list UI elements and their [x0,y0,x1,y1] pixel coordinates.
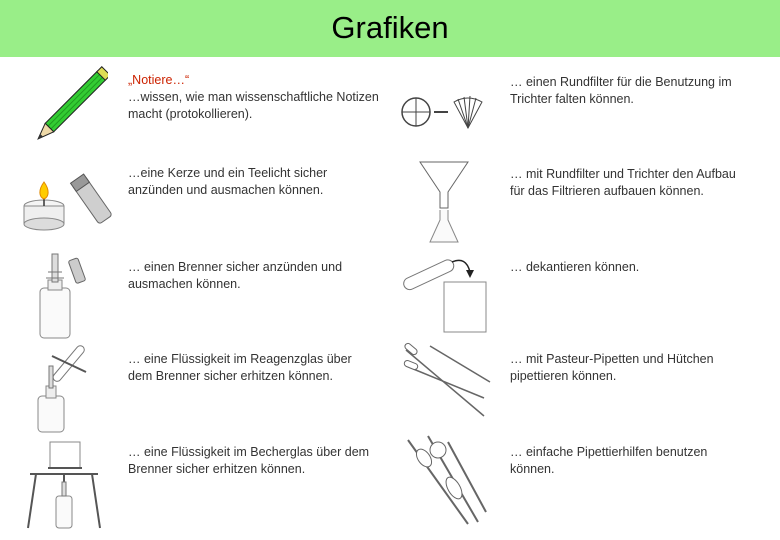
pencil-icon [22,66,108,158]
pipetting-aids-icon [398,432,492,528]
gas-burner-icon [34,248,94,340]
decanting-icon [396,250,492,336]
item-notieren [128,72,398,123]
pasteur-pipettes-icon [400,342,492,422]
header-bar [0,0,780,57]
item-dekantieren: … dekantieren können. [510,260,640,274]
filter-paper-folding-icon [398,92,490,132]
item-reagenzglas: … eine Flüssigkeit im Reagenzglas über dem Brenner sicher erhitzen können. [128,352,352,383]
item-filtrieren: … mit Rundfilter und Trichter den Aufbau für das Filtrieren aufbauen können. [510,167,736,198]
item-rundfilter: … einen Rundfilter für die Benutzung im Trichter falten können. [510,75,732,106]
page-title: Grafiken [331,10,449,45]
candle-lighter-icon [20,170,112,236]
item-pipettierhilfen: … einfache Pipettierhilfen benutzen können. [510,445,708,476]
item-notieren-text: …wissen, wie man wissenschaftliche Notizen macht (protokollieren). [128,90,379,121]
item-pipettieren: … mit Pasteur-Pipetten und Hütchen pipettieren können. [510,352,714,383]
beaker-on-tripod-icon [18,438,110,530]
funnel-flask-icon [412,158,476,246]
item-brenner: … einen Brenner sicher anzünden und ausmachen können. [128,260,343,291]
item-notieren-title: „Notiere…“ [128,73,190,87]
item-becherglas: … eine Flüssigkeit im Becherglas über dem Brenner sicher erhitzen können. [128,445,370,476]
item-kerze: …eine Kerze und ein Teelicht sicher anzünden und ausmachen können. [128,166,328,197]
test-tube-over-burner-icon [30,342,96,434]
